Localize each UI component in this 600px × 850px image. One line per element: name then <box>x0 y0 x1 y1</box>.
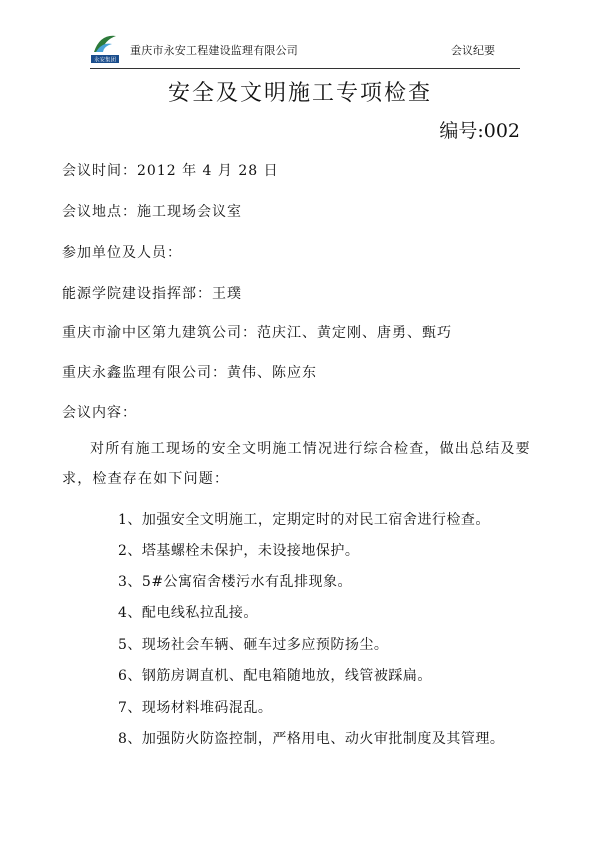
issue-item: 8、加强防火防盗控制，严格用电、动火审批制度及其管理。 <box>118 731 505 747</box>
page-header <box>90 30 520 69</box>
issue-item: 4、配电线私拉乱接。 <box>118 605 258 621</box>
attendees-label: 参加单位及人员： <box>62 245 182 261</box>
issue-item: 5、现场社会车辆、砸车过多应预防扬尘。 <box>118 637 389 653</box>
issue-item: 2、塔基螺栓未保护，未设接地保护。 <box>118 543 360 559</box>
issue-item: 1、加强安全文明施工，定期定时的对民工宿舍进行检查。 <box>118 512 490 528</box>
company-name: 重庆市永安工程建设监理有限公司 <box>130 44 298 57</box>
meeting-time: 会议时间：2012 年 4 月 28 日 <box>62 163 279 179</box>
svg-text:永安集团: 永安集团 <box>93 57 117 64</box>
meeting-location: 会议地点：施工现场会议室 <box>62 204 242 220</box>
attendee-line: 重庆市渝中区第九建筑公司：范庆江、黄定刚、唐勇、甄巧 <box>62 325 452 341</box>
company-logo <box>90 30 120 64</box>
intro-paragraph: 对所有施工现场的安全文明施工情况进行综合检查，做出总结及要求，检查存在如下问题： <box>62 441 531 487</box>
document-number: 编号:002 <box>439 120 520 142</box>
issue-item: 7、现场材料堆码混乱。 <box>118 700 273 716</box>
issue-item: 3、5#公寓宿舍楼污水有乱排现象。 <box>118 574 353 590</box>
page-title: 安全及文明施工专项检查 <box>167 81 432 106</box>
document-type: 会议纪要 <box>451 44 495 57</box>
attendee-line: 能源学院建设指挥部：王璞 <box>62 286 242 302</box>
issue-item: 6、钢筋房调直机、配电箱随地放，线管被踩扁。 <box>118 668 432 684</box>
content-label: 会议内容： <box>62 405 137 421</box>
attendee-line: 重庆永鑫监理有限公司：黄伟、陈应东 <box>62 365 317 381</box>
